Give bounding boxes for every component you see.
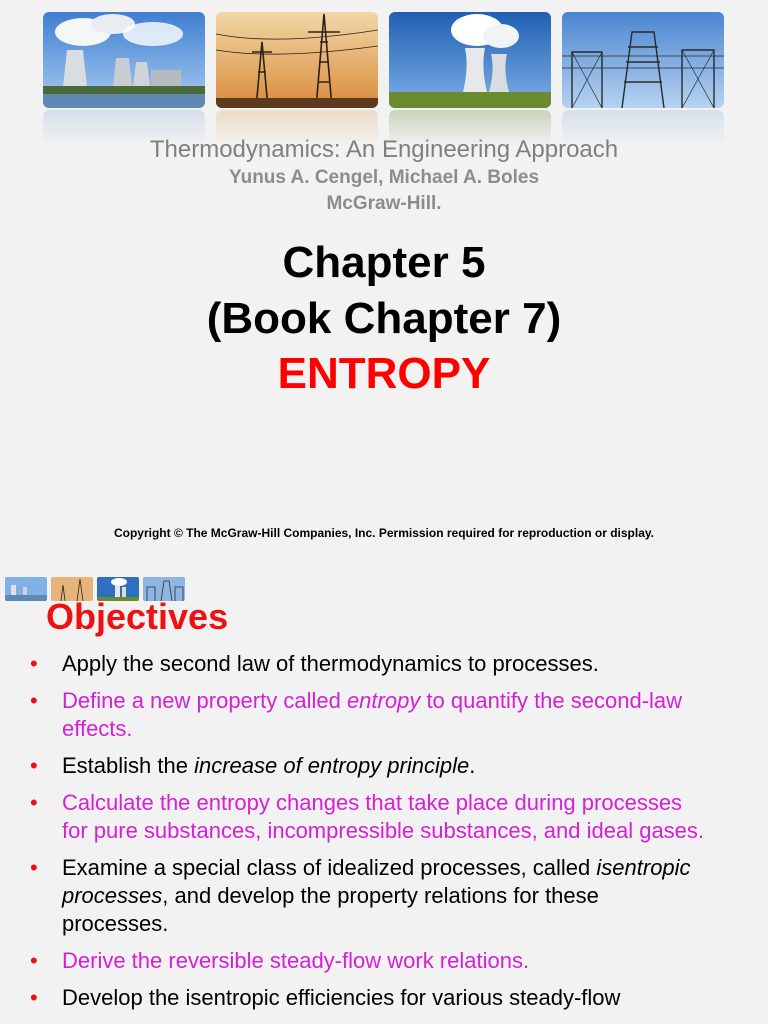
power-lines-photo [216, 12, 378, 108]
objective-text: Define a new property called [62, 688, 347, 713]
bullet-icon: • [30, 948, 38, 973]
copyright-notice: Copyright © The McGraw-Hill Companies, Inc. Permission required for reproduction or display. [113, 526, 655, 540]
objective-text: Establish the [62, 753, 195, 778]
publisher: McGraw-Hill. [326, 193, 442, 214]
objective-item [30, 947, 710, 975]
objective-text: , and develop the property relations for these processes. [62, 883, 599, 936]
cooling-towers-photo [389, 12, 551, 108]
objective-text: . [469, 753, 476, 778]
bullet-icon: • [30, 651, 38, 676]
bullet-icon: • [30, 790, 38, 815]
objectives-slide [0, 572, 768, 1024]
objective-emphasis: isentropic processes [62, 855, 691, 908]
photo-banner [43, 12, 723, 142]
objective-item [30, 789, 710, 845]
objective-text: Develop the isentropic efficiencies for various steady-flow [62, 985, 621, 1010]
objective-item [30, 752, 710, 780]
objectives-title: Objectives [46, 596, 229, 637]
bullet-icon: • [30, 985, 38, 1010]
book-chapter-heading: (Book Chapter 7) [206, 294, 562, 343]
mini-nuclear-plant-photo [5, 577, 47, 601]
objective-item [30, 854, 710, 938]
objective-text: Examine a special class of idealized processes, called [62, 855, 597, 880]
objective-text: Apply the second law of thermodynamics to processes. [62, 651, 599, 676]
objectives-list [30, 650, 710, 1021]
objective-emphasis: increase of entropy principle [194, 753, 470, 778]
bullet-icon: • [30, 855, 38, 880]
bullet-icon: • [30, 688, 38, 713]
objective-text: Derive the reversible steady-flow work relations. [62, 948, 530, 973]
objective-item [30, 984, 710, 1012]
authors: Yunus A. Cengel, Michael A. Boles [228, 167, 540, 188]
objective-text: to quantify the second-law effects. [62, 688, 683, 741]
objective-emphasis: entropy [346, 688, 421, 713]
book-title: Thermodynamics: An Engineering Approach [149, 136, 619, 163]
bullet-icon: • [30, 753, 38, 778]
objective-item [30, 650, 710, 678]
objective-text: Calculate the entropy changes that take place during processes for pure substances, incompressible substances, and ideal gases. [62, 790, 705, 843]
topic-title: ENTROPY [277, 349, 491, 398]
objective-item [30, 687, 710, 743]
chapter-heading: Chapter 5 [282, 238, 486, 287]
nuclear-plant-photo [43, 12, 205, 108]
substation-photo [562, 12, 724, 108]
